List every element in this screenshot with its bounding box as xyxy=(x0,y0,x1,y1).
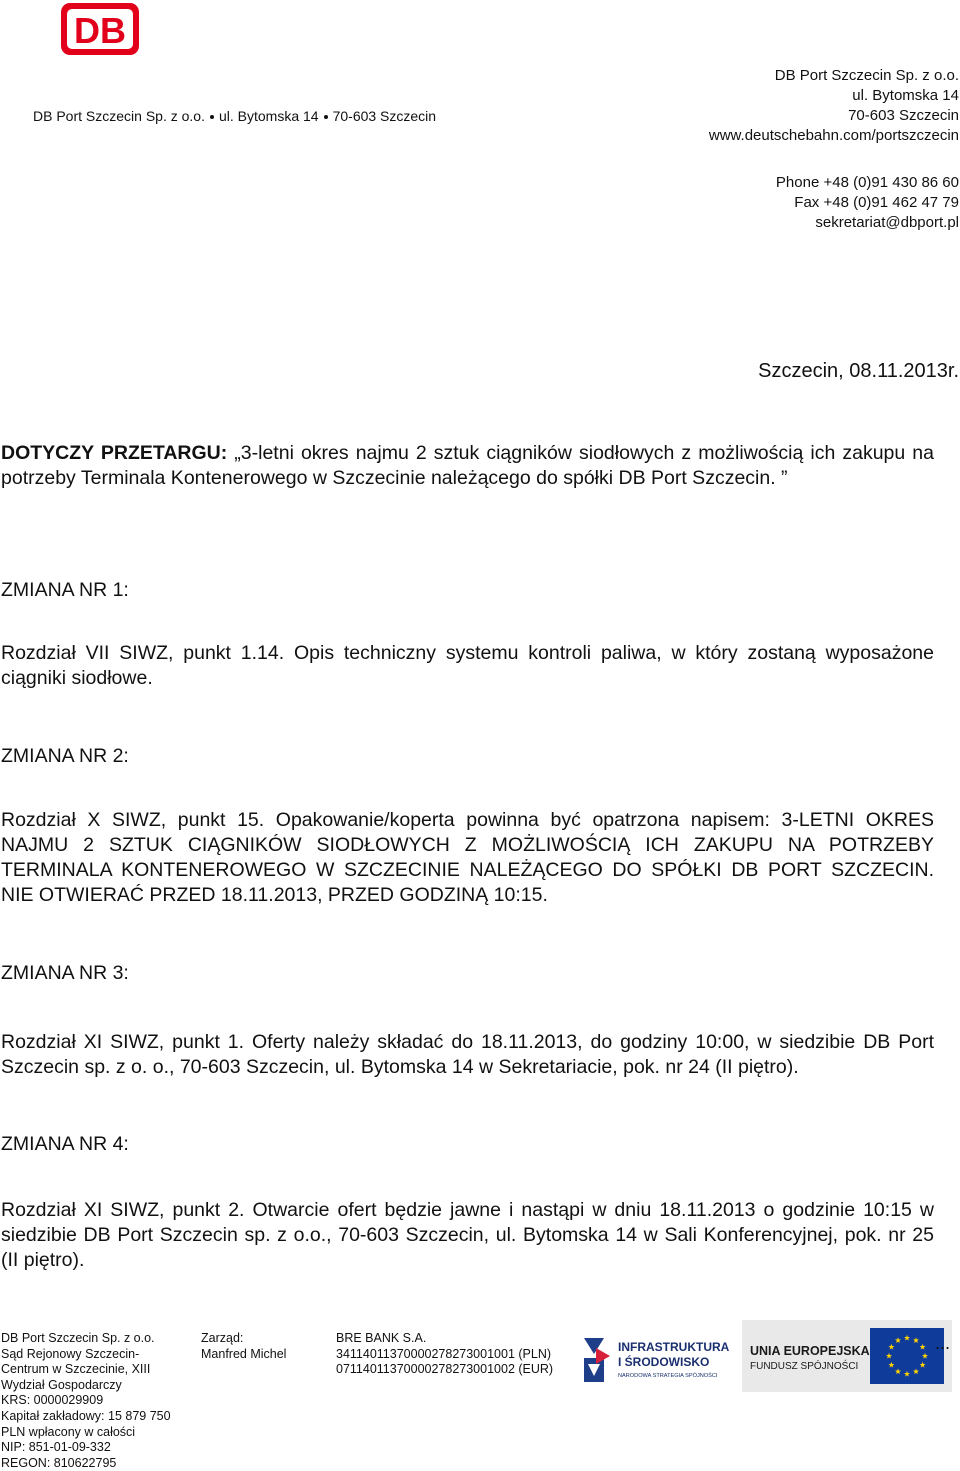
sender-address-line xyxy=(33,108,436,124)
db-logo xyxy=(59,1,141,57)
footer-company-line: PLN wpłacony w całości xyxy=(1,1424,136,1439)
footer-board-member: Manfred Michel xyxy=(201,1346,287,1361)
place-date: Szczecin, 08.11.2013r. xyxy=(758,360,959,382)
footer-company-info xyxy=(1,1331,171,1471)
company-name: DB Port Szczecin Sp. z o.o. xyxy=(774,67,959,84)
db-logo-text: DB xyxy=(74,10,126,51)
change-1-heading: ZMIANA NR 1: xyxy=(1,579,129,601)
footer-company-line: Kapitał zakładowy: 15 879 750 xyxy=(1,1408,171,1423)
change-3-heading: ZMIANA NR 3: xyxy=(1,962,129,984)
eu-logo-line-1: UNIA EUROPEJSKA xyxy=(750,1344,870,1358)
footer-company-line: Wydział Gospodarczy xyxy=(1,1377,122,1392)
eu-flag-icon xyxy=(870,1328,944,1384)
company-block xyxy=(709,66,959,146)
sender-company: DB Port Szczecin Sp. z o.o. xyxy=(33,108,205,124)
footer-board xyxy=(201,1331,286,1362)
ellipsis: ... xyxy=(935,1333,951,1353)
footer-bank-account-eur: 07114011370000278273001002 (EUR) xyxy=(336,1362,554,1377)
footer-company-line: KRS: 0000029909 xyxy=(1,1393,104,1408)
change-4-text: Rozdział XI SIWZ, punkt 2. Otwarcie ofert będzie jawne i nastąpi w dniu 18.11.2013 o godzinie 10:15 w siedzibie DB Port Szczecin sp. z o.o., 70-603 Szczecin, ul. Bytomska 14 w Sali Konferencyjnej, pok. nr 25 (II piętro). xyxy=(1,1199,934,1271)
subject-label: DOTYCZY PRZETARGU: xyxy=(1,442,228,464)
change-2-text: Rozdział X SIWZ, punkt 15. Opakowanie/koperta powinna być opatrzona napisem: 3-LETNI OKRES NAJMU 2 SZTUK CIĄGNIKÓW SIODŁOWYCH Z MOŻLIWOŚCIĄ ICH ZAKUPU NA POTRZEBY TERMINALA KONTENEROWEGO W SZCZECINIE NALEŻĄCEGO DO SPÓŁKI DB PORT SZCZECIN. NIE OTWIERAĆ PRZED 18.11.2013, PRZED GODZINĄ 10:15. xyxy=(1,809,934,906)
footer-company-line: Centrum w Szczecinie, XIII xyxy=(1,1362,151,1377)
company-city: 70-603 Szczecin xyxy=(848,107,959,124)
infrastructure-logo-line-1: INFRASTRUKTURA xyxy=(618,1340,730,1354)
subject-text: „3-letni okres najmu 2 sztuk ciągników siodłowych z możliwością ich zakupu na potrzeby Terminala Kontenerowego w Szczecinie należącego do spółki DB Port Szczecin. ” xyxy=(1,442,934,489)
footer-company-line: DB Port Szczecin Sp. z o.o. xyxy=(1,1331,155,1345)
infrastructure-logo-line-3: NARODOWA STRATEGIA SPÓJNOŚCI xyxy=(618,1373,718,1379)
subject-paragraph xyxy=(1,441,934,491)
footer-board-label: Zarząd: xyxy=(201,1331,244,1345)
change-2-heading: ZMIANA NR 2: xyxy=(1,745,129,767)
infrastructure-environment-logo xyxy=(582,1334,732,1386)
contact-block xyxy=(776,173,959,233)
sender-city: 70-603 Szczecin xyxy=(332,108,437,124)
footer-company-line: Sąd Rejonowy Szczecin- xyxy=(1,1346,140,1361)
footer-company-line: NIP: 851-01-09-332 xyxy=(1,1440,111,1455)
footer-bank-account-pln: 34114011370000278273001001 (PLN) xyxy=(336,1346,552,1361)
company-street: ul. Bytomska 14 xyxy=(852,87,959,104)
company-website: www.deutschebahn.com/portszczecin xyxy=(708,127,959,144)
bullet-separator xyxy=(210,115,214,119)
sender-street: ul. Bytomska 14 xyxy=(218,108,319,124)
footer-company-line: REGON: 810622795 xyxy=(1,1455,117,1470)
footer-bank-name: BRE BANK S.A. xyxy=(336,1331,427,1345)
change-4-heading: ZMIANA NR 4: xyxy=(1,1133,129,1155)
eu-cohesion-fund-logo xyxy=(742,1320,952,1392)
footer-bank xyxy=(336,1331,553,1378)
eu-logo-line-2: FUNDUSZ SPÓJNOŚCI xyxy=(750,1361,859,1372)
bullet-separator xyxy=(324,115,328,119)
change-3-text: Rozdział XI SIWZ, punkt 1. Oferty należy składać do 18.11.2013, do godziny 10:00, w siedzibie DB Port Szczecin sp. z o. o., 70-603 Szczecin, ul. Bytomska 14 w Sekretariacie, pok. nr 24 (II piętro). xyxy=(1,1031,934,1078)
phone-number: Phone +48 (0)91 430 86 60 xyxy=(775,174,959,191)
infrastructure-emblem-icon xyxy=(584,1338,610,1382)
infrastructure-logo-line-2: I ŚRODOWISKO xyxy=(618,1355,710,1369)
fax-number: Fax +48 (0)91 462 47 79 xyxy=(794,194,959,211)
email-address: sekretariat@dbport.pl xyxy=(815,214,959,231)
change-1-text: Rozdział VII SIWZ, punkt 1.14. Opis techniczny systemu kontroli paliwa, w który zostaną wyposażone ciągniki siodłowe. xyxy=(1,642,934,689)
